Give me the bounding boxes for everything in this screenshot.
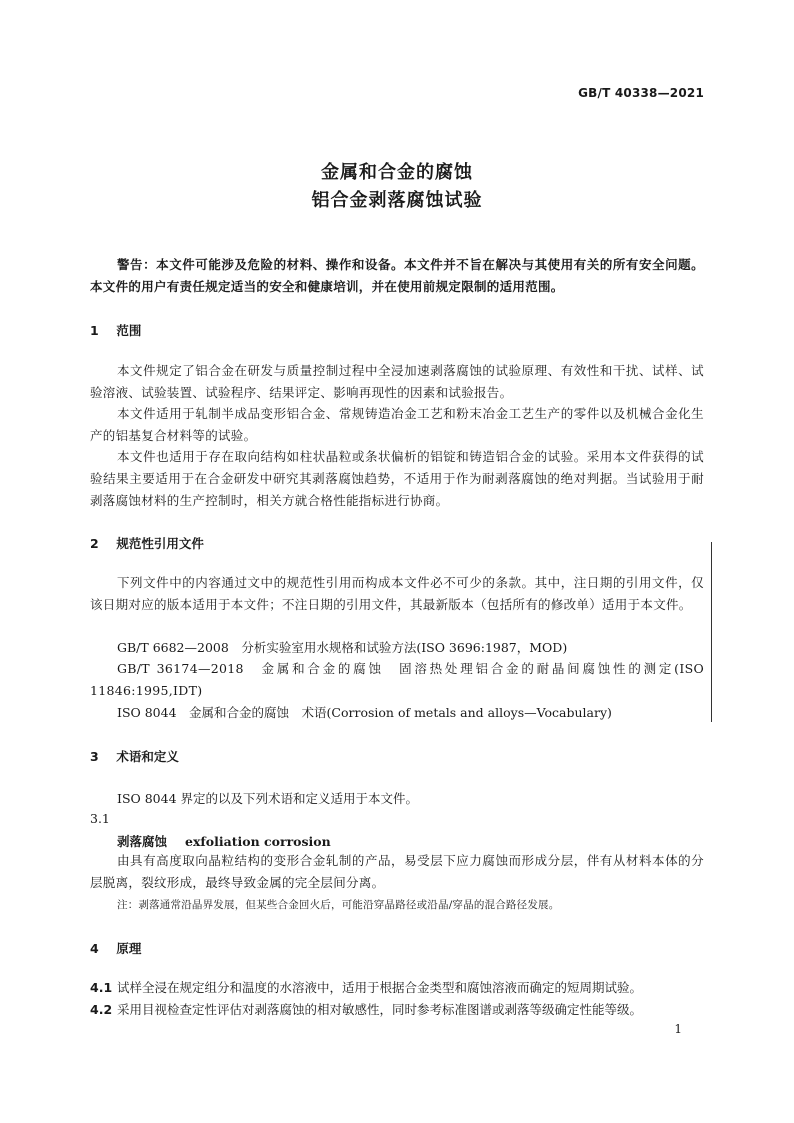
term-chinese: 剥落腐蚀	[117, 834, 168, 849]
section-1-heading	[90, 321, 141, 339]
standard-number: GB/T 40338—2021	[578, 86, 704, 100]
section-1-para-2: 本文件适用于轧制半成品变形铝合金、常规铸造冶金工艺和粉末冶金工艺生产的零件以及机械合金化生产的铝基复合材料等的试验。	[90, 406, 704, 443]
section-1-number: 1	[90, 323, 99, 338]
clause-4-1-text: 试样全浸在规定组分和温度的水溶液中，适用于根据合金类型和腐蚀溶液而确定的短周期试验。	[117, 980, 643, 995]
reference-iso-8044: ISO 8044 金属和合金的腐蚀 术语(Corrosion of metals and alloys—Vocabulary)	[117, 705, 612, 720]
section-3-intro: ISO 8044 界定的以及下列术语和定义适用于本文件。	[117, 791, 419, 806]
section-4-heading	[90, 939, 141, 957]
document-title-line2: 铝合金剥落腐蚀试验	[311, 190, 483, 211]
section-2-heading	[90, 534, 204, 552]
term-heading	[117, 832, 331, 850]
section-1-title: 范围	[116, 323, 142, 338]
section-1-para-1: 本文件规定了铝合金在研发与质量控制过程中全浸加速剥落腐蚀的试验原理、有效性和干扰、试样、试验溶液、试验装置、试验程序、结果评定、影响再现性的因素和试验报告。	[90, 363, 704, 400]
term-definition: 由具有高度取向晶粒结构的变形合金轧制的产品，易受层下应力腐蚀而形成分层，伴有从材料本体的分层脱离，裂纹形成，最终导致金属的完全层间分离。	[90, 853, 704, 890]
safety-warning: 警告：本文件可能涉及危险的材料、操作和设备。本文件并不旨在解决与其使用有关的所有安全问题。本文件的用户有责任规定适当的安全和健康培训，并在使用前规定限制的适用范围。	[90, 257, 704, 294]
clause-3-1-number: 3.1	[90, 811, 110, 826]
clause-4-2	[90, 1000, 642, 1018]
document-title-line1: 金属和合金的腐蚀	[321, 162, 473, 183]
section-3-heading	[90, 747, 179, 765]
margin-rule	[711, 542, 712, 722]
section-2-number: 2	[90, 536, 99, 551]
page-number: 1	[674, 1022, 682, 1036]
term-note: 注：剥落通常沿晶界发展，但某些合金回火后，可能沿穿晶路径或沿晶/穿晶的混合路径发展。	[117, 899, 560, 911]
clause-4-2-text: 采用目视检查定性评估对剥落腐蚀的相对敏感性，同时参考标准图谱或剥落等级确定性能等级。	[117, 1002, 643, 1017]
clause-4-2-number: 4.2	[90, 1002, 113, 1017]
term-english: exfoliation corrosion	[185, 834, 331, 849]
reference-gbt-36174: GB/T 36174—2018 金属和合金的腐蚀 固溶热处理铝合金的耐晶间腐蚀性的测定(ISO 11846:1995,IDT)	[90, 661, 704, 698]
section-3-number: 3	[90, 749, 99, 764]
section-1-para-3: 本文件也适用于存在取向结构如柱状晶粒或条状偏析的铝锭和铸造铝合金的试验。采用本文件获得的试验结果主要适用于在合金研发中研究其剥落腐蚀趋势，不适用于作为耐剥落腐蚀的绝对判据。当试验用于耐剥落腐蚀材料的生产控制时，相关方就合格性能指标进行协商。	[90, 449, 704, 508]
section-4-title: 原理	[116, 941, 142, 956]
section-3-title: 术语和定义	[116, 749, 179, 764]
clause-4-1-number: 4.1	[90, 980, 113, 995]
reference-gbt-6682: GB/T 6682—2008 分析实验室用水规格和试验方法(ISO 3696:1987，MOD)	[117, 640, 568, 655]
section-4-number: 4	[90, 941, 99, 956]
clause-4-1	[90, 978, 642, 996]
section-2-intro: 下列文件中的内容通过文中的规范性引用而构成本文件必不可少的条款。其中，注日期的引用文件，仅该日期对应的版本适用于本文件；不注日期的引用文件，其最新版本（包括所有的修改单）适用于本文件。	[90, 575, 704, 612]
section-2-title: 规范性引用文件	[116, 536, 204, 551]
